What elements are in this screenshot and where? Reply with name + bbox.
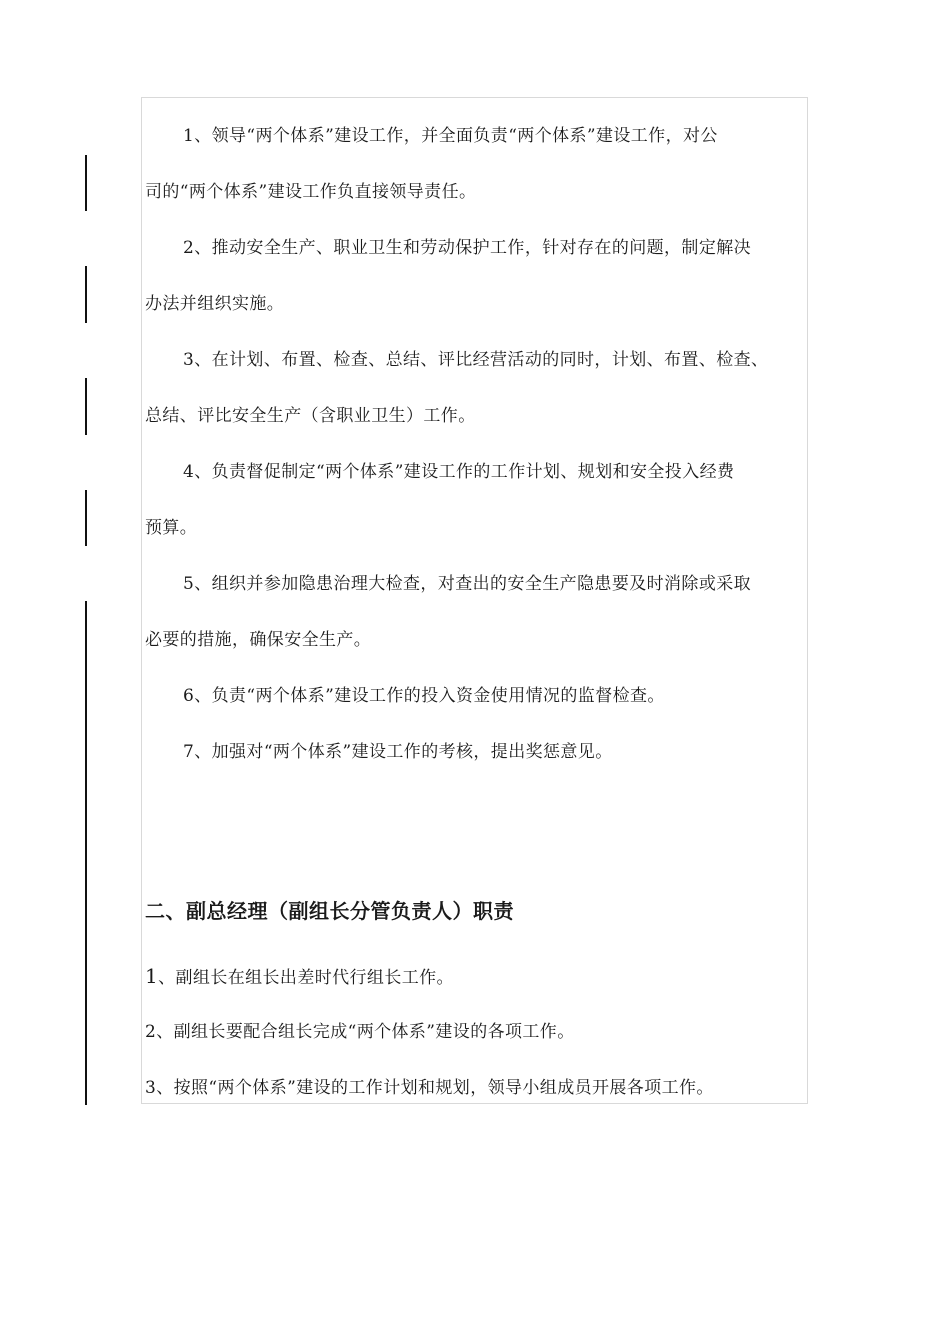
- duty-1-line-2: 司的“两个体系”建设工作负直接领导责任。: [145, 182, 477, 202]
- deputy-duty-3-text: 、按照“两个体系”建设的工作计划和规划，领导小组成员开展各项工作。: [156, 1078, 714, 1098]
- deputy-duty-2-text: 、副组长要配合组长完成“两个体系”建设的各项工作。: [156, 1022, 575, 1042]
- deputy-duty-2: [145, 1004, 805, 1060]
- deputy-duty-3: [145, 1060, 805, 1116]
- duty-1-line-1: 1、领导“两个体系”建设工作，并全面负责“两个体系”建设工作，对公: [183, 126, 718, 146]
- duty-5-line-1: 5、组织并参加隐患治理大检查，对查出的安全生产隐患要及时消除或采取: [183, 574, 752, 594]
- revision-bar: [85, 601, 87, 1105]
- duty-4-line-2: 预算。: [145, 518, 198, 538]
- deputy-section-heading: 二、副总经理（副组长分管负责人）职责: [145, 899, 514, 923]
- duty-5-line-2: 必要的措施，确保安全生产。: [145, 630, 372, 650]
- deputy-duty-2-number: 2: [145, 1022, 157, 1042]
- revision-bar: [85, 490, 87, 546]
- duty-3-line-1: 3、在计划、布置、检查、总结、评比经营活动的同时，计划、布置、检查、: [183, 350, 769, 370]
- duty-4-line-1: 4、负责督促制定“两个体系”建设工作的工作计划、规划和安全投入经费: [183, 462, 735, 482]
- duty-7-line-1: 7、加强对“两个体系”建设工作的考核，提出奖惩意见。: [183, 742, 613, 762]
- deputy-duty-1: [145, 948, 805, 1004]
- duty-2-line-2: 办法并组织实施。: [145, 294, 285, 314]
- duty-2-line-1: 2、推动安全生产、职业卫生和劳动保护工作，针对存在的问题，制定解决: [183, 238, 752, 258]
- revision-bar: [85, 378, 87, 435]
- leader-duties-list: [145, 108, 825, 780]
- duty-6-line-1: 6、负责“两个体系”建设工作的投入资金使用情况的监督检查。: [183, 686, 665, 706]
- revision-bar: [85, 155, 87, 211]
- revision-bar: [85, 266, 87, 323]
- deputy-duties-list: [145, 948, 805, 1116]
- duty-3-line-2: 总结、评比安全生产（含职业卫生）工作。: [145, 406, 476, 426]
- deputy-duty-3-number: 3: [145, 1078, 157, 1098]
- deputy-duty-1-text: 、副组长在组长出差时代行组长工作。: [158, 968, 454, 988]
- deputy-duty-1-number: 1: [145, 964, 159, 988]
